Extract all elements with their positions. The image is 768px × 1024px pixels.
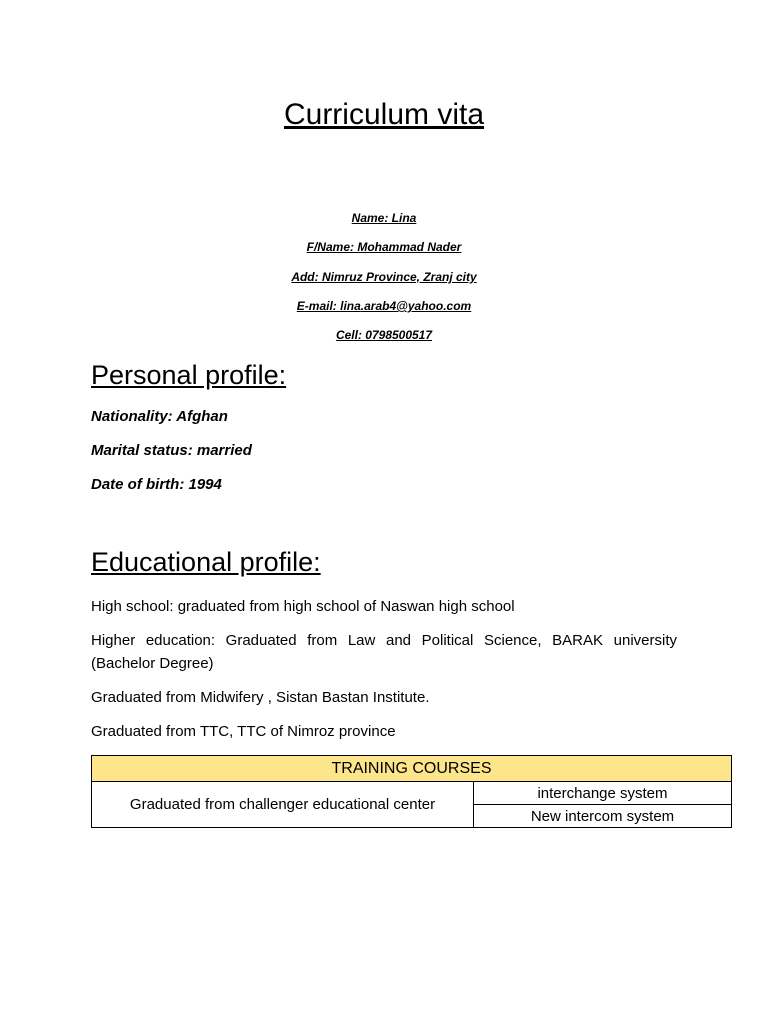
contact-address: Add: Nimruz Province, Zranj city bbox=[291, 269, 477, 284]
contact-block bbox=[0, 209, 768, 355]
contact-name: Name: Lina bbox=[351, 211, 417, 225]
contact-father-name: F/Name: Mohammad Nader bbox=[306, 240, 462, 255]
education-item: Graduated from Midwifery , Sistan Bastan Institute. bbox=[91, 689, 430, 706]
training-center-cell: Graduated from challenger educational center bbox=[92, 782, 474, 828]
training-courses-table bbox=[91, 755, 732, 828]
training-course-cell: interchange system bbox=[474, 782, 732, 805]
educational-profile-section bbox=[91, 595, 677, 754]
page-title: Curriculum vita bbox=[283, 98, 485, 131]
education-item: Graduated from TTC, TTC of Nimroz province bbox=[91, 723, 396, 740]
date-of-birth: Date of birth: 1994 bbox=[91, 476, 222, 493]
training-courses-header: TRAINING COURSES bbox=[92, 756, 732, 782]
contact-email: E-mail: lina.arab4@yahoo.com bbox=[296, 298, 472, 313]
contact-cell: Cell: 0798500517 bbox=[335, 328, 433, 343]
nationality: Nationality: Afghan bbox=[91, 408, 228, 425]
educational-profile-heading: Educational profile: bbox=[91, 547, 321, 577]
personal-profile-section bbox=[91, 407, 691, 509]
education-item: Higher education: Graduated from Law and Political Science, BARAK university (Bachelor Degree) bbox=[91, 632, 677, 672]
marital-status: Marital status: married bbox=[91, 442, 252, 459]
training-course-cell: New intercom system bbox=[474, 805, 732, 828]
personal-profile-heading: Personal profile: bbox=[91, 360, 287, 390]
education-item: High school: graduated from high school of Naswan high school bbox=[91, 598, 515, 615]
